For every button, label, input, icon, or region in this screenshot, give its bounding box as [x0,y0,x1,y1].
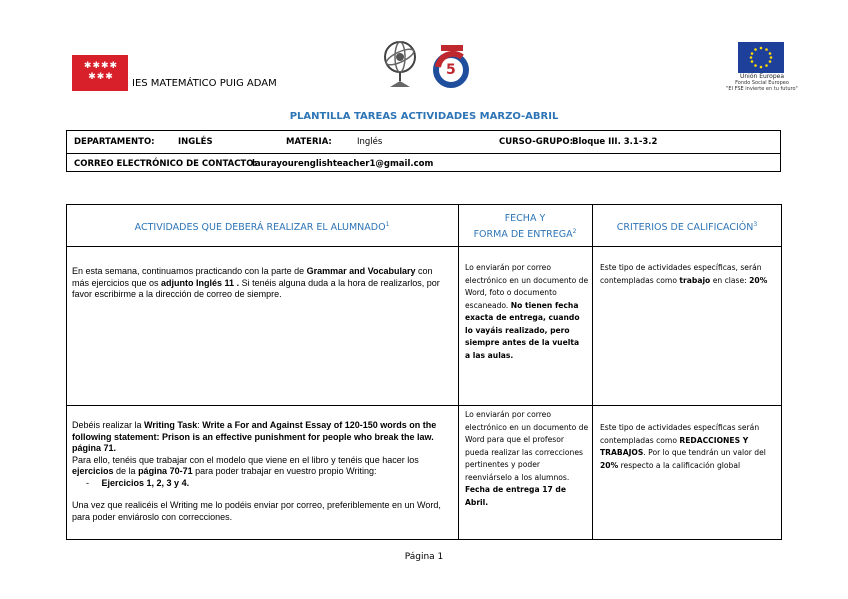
row2-act-t6: Una vez que realicéis el Writing me lo podéis enviar por correo, preferiblemente en un Word, para poder enviároslo con correcciones. [72,500,441,522]
departamento-label: DEPARTAMENTO: [74,137,155,147]
armillary-sphere-logo [378,37,422,89]
col-header-fecha-sup: 2 [572,228,577,235]
table-row-divider [66,405,782,406]
school-name: IES MATEMÁTICO PUIG ADAM [132,78,277,89]
row1-act-t1: En esta semana, continuamos practicando con la parte de [72,266,307,276]
row2-crit-t1: Este tipo de actividades específicas serán contempladas como [600,423,760,445]
col-header-criterios-sup: 3 [753,221,758,228]
row1-actividades [72,266,452,301]
info-divider [66,153,781,154]
anniversary-number: 5 [446,62,456,78]
row2-crit-b2: 20% [600,460,619,470]
row1-act-b2: adjunto Inglés 11 . [161,277,240,288]
table-col-divider-2 [592,204,593,540]
list-item [72,478,452,490]
col-header-actividades-text: ACTIVIDADES QUE DEBERÁ REALIZAR EL ALUMNADO [134,222,386,234]
row1-crit-b2: 20% [749,275,768,285]
col-header-criterios-text: CRITERIOS DE CALIFICACIÓN [616,222,754,234]
bullet-dash: - [86,477,89,488]
row1-crit-t2: en clase: [710,275,750,285]
row1-fecha-bold: No tienen fecha exacta de entrega, cuando lo vayáis realizado, pero siempre antes de la vuelta [465,300,580,347]
row2-crit-b1: REDACCIONES Y TRABAJOS [600,435,749,457]
col-header-fecha-line1: FECHA Y [504,213,546,224]
page-number: Página 1 [404,552,444,562]
departamento-value: INGLÉS [178,137,213,147]
row2-act-b2: Write a For and Against Essay of 120-150 words on the following statement: Prison is an effective punishment for people who break the law. página 71. [72,420,437,453]
row2-act-b4: página 70-71 [138,466,193,476]
madrid-logo [72,55,128,91]
row1-act-b1: Grammar and Vocabulary [306,266,416,276]
col-header-actividades-sup: 1 [385,221,390,228]
row2-act-t3: Para ello, tenéis que trabajar con el modelo que viene en el libro y tenéis que hacer los [72,454,419,465]
eu-caption-line2: "El FSE invierte en tu futuro" [726,86,798,92]
row1-fecha-normal: Lo enviarán por correo electrónico en un documento de Word, foto o documento escaneado. [465,263,589,310]
row2-act-b1: Writing Task [144,420,198,430]
row2-criterios [600,422,776,472]
row2-act-t4: de la [113,466,139,476]
row1-fecha-end: a las aulas. [465,350,514,360]
col-header-fecha-line2: FORMA DE ENTREGA [473,229,573,241]
row1-crit-t1: Este tipo de actividades específicas, serán contempladas como [600,263,762,285]
curso-value: Bloque III. 3.1-3.2 [572,137,658,147]
document-title: PLANTILLA TAREAS ACTIVIDADES MARZO-ABRIL [289,111,559,122]
row2-fecha-normal: Lo enviarán por correo electrónico en un documento de Word para que el profesor pueda realizar las correcciones pertinentes y poder reenviárselo a los alumnos. [465,410,589,482]
row1-crit-b1: trabajo [679,275,711,285]
materia-label: MATERIA: [286,137,332,147]
table-col-divider-1 [458,204,459,540]
row2-act-t2: : [197,420,203,430]
row2-crit-t2: . Por lo que tendrán un valor del [643,448,766,457]
row1-fecha [465,262,589,362]
eu-flag-logo [738,42,784,73]
correo-label: CORREO ELECTRÓNICO DE CONTACTO: [74,159,257,169]
eu-caption-title: Unión Europea [739,73,785,80]
col-header-fecha [458,212,592,241]
materia-value: Inglés [357,137,383,147]
row2-fecha-bold: Fecha de entrega 17 de Abril. [465,485,567,507]
eu-caption [724,74,800,92]
anniversary-logo [432,43,470,89]
row1-act-t3: Si tenéis alguna duda a la hora de realizarlos, por favor escribirme a la dirección de correo de siempre. [72,277,440,299]
row2-act-b3: ejercicios [72,466,114,476]
eu-stars-icon [738,42,784,73]
col-header-criterios [592,218,782,234]
row2-actividades [72,420,452,523]
curso-label: CURSO-GRUPO: [499,137,573,147]
madrid-stars: ✱✱✱✱ ✱✱✱ [83,61,119,82]
row1-act-t2: con más ejercicios que os [72,266,433,288]
row2-fecha [465,409,589,509]
row2-act-t1: Debéis realizar la [72,420,145,430]
col-header-actividades [66,218,458,234]
row2-crit-t3: respecto a la calificación global [618,460,741,470]
row2-bullet-text: Ejercicios 1, 2, 3 y 4. [101,477,190,488]
row2-act-t5: para poder trabajar en vuestro propio Writing: [192,466,377,476]
row1-criterios [600,262,776,287]
eu-caption-line1: Fondo Social Europeo [735,80,789,86]
table-header-divider [66,246,782,247]
correo-value: laurayourenglishteacher1@gmail.com [252,159,434,169]
